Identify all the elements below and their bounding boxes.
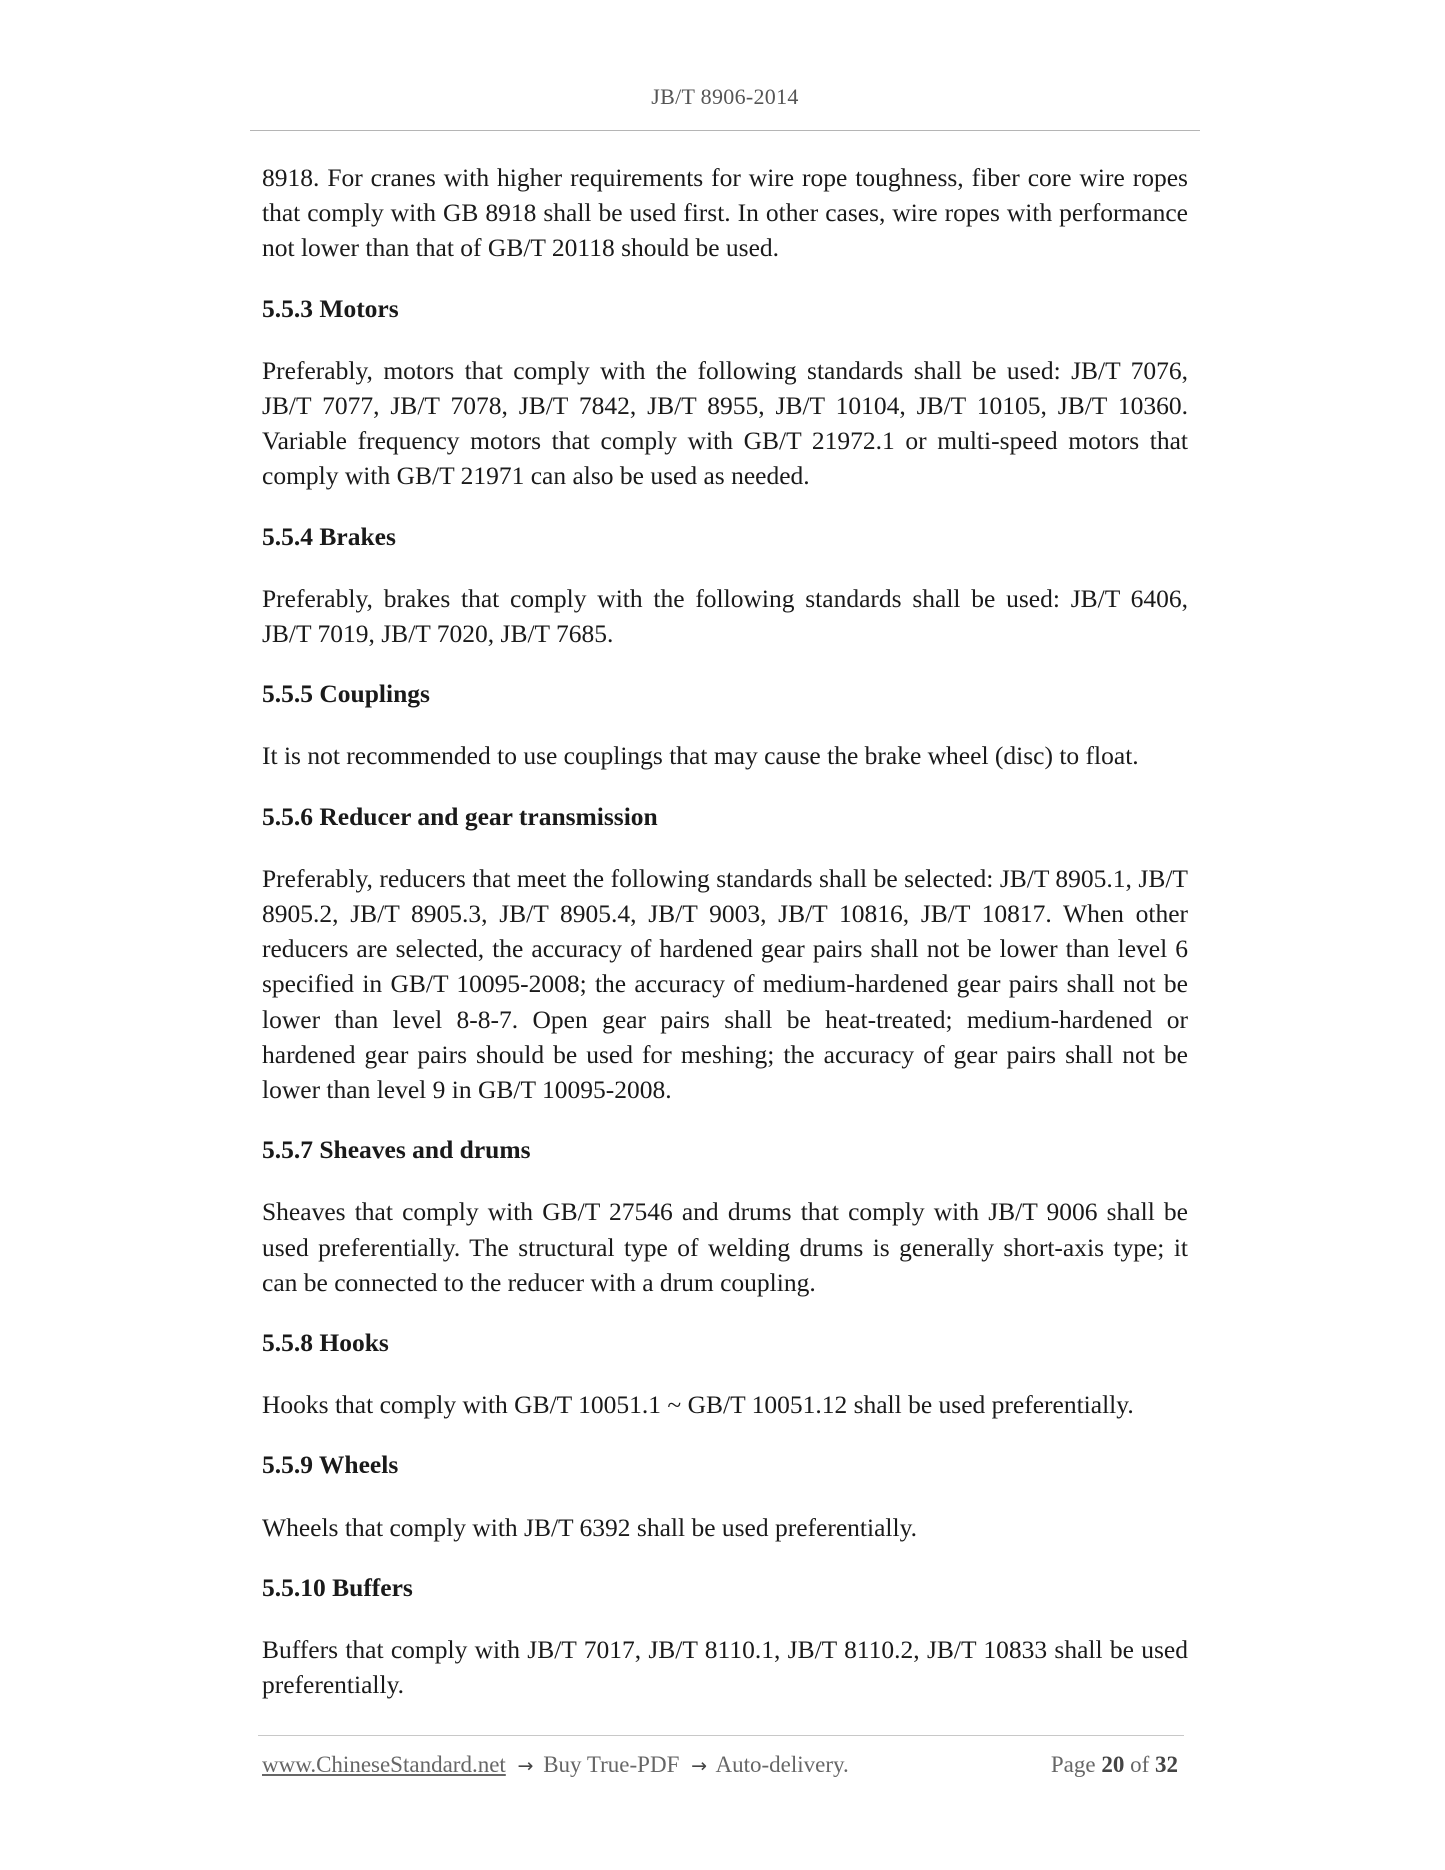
arrow-right-icon: →	[691, 1755, 708, 1777]
block-spacer	[262, 1167, 1188, 1194]
block-spacer	[262, 1605, 1188, 1632]
page-label: Page	[1050, 1752, 1096, 1777]
body-paragraph: Preferably, brakes that comply with the following standards shall be used: JB/T 6406, JB/T 7019, JB/T 7020, JB/T 7685.	[262, 583, 1188, 649]
body-paragraph: Preferably, motors that comply with the following standards shall be used: JB/T 7076, JB/T 7077, JB/T 7078, JB/T 7842, JB/T 8955, JB/T 10104, JB/T 10105, JB/T 10360. Variable frequency motors that comply with GB/T 21972.1 or multi-speed motors that comply with GB/T 21971 can also be used as needed.	[262, 355, 1188, 491]
block-spacer	[262, 1483, 1188, 1510]
block-spacer	[262, 1422, 1188, 1447]
block-spacer	[262, 651, 1188, 676]
running-header: JB/T 8906-2014	[651, 84, 799, 109]
of-label: of	[1130, 1752, 1150, 1777]
block-spacer	[262, 266, 1188, 291]
section-heading: 5.5.9 Wheels	[262, 1450, 399, 1480]
arrow-right-icon: →	[517, 1755, 534, 1777]
section-heading: 5.5.7 Sheaves and drums	[262, 1135, 531, 1165]
header-rule	[250, 130, 1200, 131]
block-spacer	[262, 774, 1188, 799]
website-link[interactable]: www.ChineseStandard.net	[262, 1752, 506, 1777]
body-paragraph: 8918. For cranes with higher requirements for wire rope toughness, fiber core wire ropes that comply with GB 8918 shall be used first. In other cases, wire ropes with performance not lower than that of GB/T 20118 should be used.	[262, 163, 1188, 263]
footer-rule	[258, 1735, 1184, 1736]
block-spacer	[262, 1107, 1188, 1132]
body-paragraph: It is not recommended to use couplings that may cause the brake wheel (disc) to float.	[262, 741, 1139, 771]
total-pages: 32	[1155, 1752, 1178, 1777]
block-spacer	[262, 554, 1188, 581]
block-spacer	[262, 494, 1188, 519]
section-heading: 5.5.4 Brakes	[262, 521, 396, 551]
section-heading: 5.5.10 Buffers	[262, 1572, 413, 1602]
block-spacer	[262, 834, 1188, 861]
body-paragraph: Sheaves that comply with GB/T 27546 and drums that comply with JB/T 9006 shall be used preferentially. The structural type of welding drums is generally short-axis type; it can be connected to the reducer with a drum coupling.	[262, 1197, 1188, 1297]
section-heading: 5.5.3 Motors	[262, 293, 399, 323]
body-paragraph: Preferably, reducers that meet the following standards shall be selected: JB/T 8905.1, JB/T 8905.2, JB/T 8905.3, JB/T 8905.4, JB/T 9003, JB/T 10816, JB/T 10817. When other reducers are selected, the accuracy of hardened gear pairs shall not be lower than level 6 specified in GB/T 10095-2008; the accuracy of medium-hardened gear pairs shall not be lower than level 8-8-7. Open gear pairs shall be heat-treated; medium-hardened or hardened gear pairs should be used for meshing; the accuracy of gear pairs shall not be lower than level 9 in GB/T 10095-2008.	[262, 863, 1188, 1105]
section-heading: 5.5.5 Couplings	[262, 679, 430, 709]
body-paragraph: Wheels that comply with JB/T 6392 shall be used preferentially.	[262, 1512, 918, 1542]
current-page: 20	[1101, 1752, 1125, 1777]
buy-pdf-text: Buy True-PDF	[543, 1752, 680, 1777]
footer-promo	[262, 1752, 849, 1778]
block-spacer	[262, 711, 1188, 738]
block-spacer	[262, 1300, 1188, 1325]
body-paragraph: Hooks that comply with GB/T 10051.1 ~ GB/T 10051.12 shall be used preferentially.	[262, 1390, 1134, 1420]
section-heading: 5.5.8 Hooks	[262, 1328, 389, 1358]
block-spacer	[262, 326, 1188, 353]
body-paragraph: Buffers that comply with JB/T 7017, JB/T 8110.1, JB/T 8110.2, JB/T 10833 shall be used preferentially.	[262, 1635, 1188, 1700]
document-body	[262, 160, 1188, 1703]
section-heading: 5.5.6 Reducer and gear transmission	[262, 801, 658, 831]
block-spacer	[262, 1545, 1188, 1570]
page-number	[1051, 1752, 1178, 1778]
block-spacer	[262, 1360, 1188, 1387]
auto-delivery-text: Auto-delivery.	[715, 1752, 849, 1777]
